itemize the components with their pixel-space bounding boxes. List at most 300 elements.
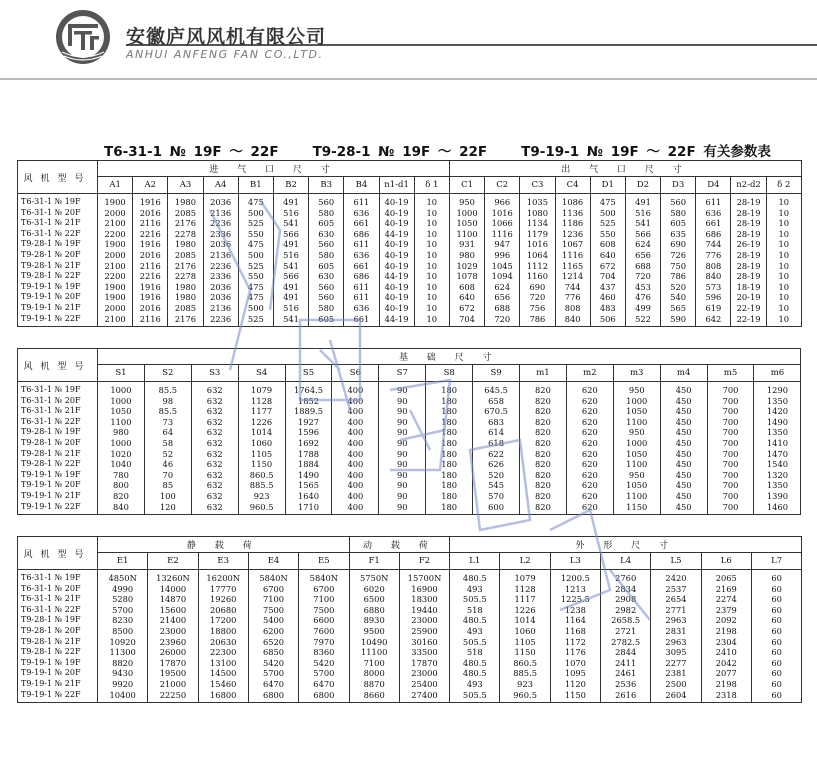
table-cell: 90 xyxy=(379,491,426,502)
fan-model-cell: T9-28-1 № 20F xyxy=(18,250,98,261)
table-cell: 505.5 xyxy=(450,594,500,605)
table-cell: 1029 xyxy=(449,261,484,272)
table-cell: 1100 xyxy=(613,459,660,470)
table-cell: 11300 xyxy=(98,647,148,658)
table-cell: 776 xyxy=(696,250,731,261)
table-cell: 624 xyxy=(485,282,520,293)
table-cell: 13260N xyxy=(148,570,198,584)
column-header: E1 xyxy=(98,553,148,570)
table-cell: 630 xyxy=(309,271,344,282)
column-header: S6 xyxy=(332,365,379,382)
table-cell: 493 xyxy=(450,584,500,595)
table-row xyxy=(18,491,801,502)
table-cell: 15600 xyxy=(148,605,198,616)
table-cell: 645.5 xyxy=(473,382,520,396)
table-cell: 1050 xyxy=(98,406,145,417)
table-cell: 9430 xyxy=(98,668,148,679)
table-cell: 1070 xyxy=(550,658,600,669)
table-cell: 40-19 xyxy=(379,303,414,314)
table-cell: 1040 xyxy=(98,459,145,470)
table-cell: 820 xyxy=(520,449,567,460)
dynamic-load-group-header: 动 载 荷 xyxy=(349,537,450,553)
table-cell: 400 xyxy=(332,459,379,470)
table-cell: 700 xyxy=(707,427,754,438)
table-cell: 10 xyxy=(766,271,801,282)
table-cell: 1000 xyxy=(98,438,145,449)
table-cell: 10 xyxy=(414,218,449,229)
table-cell: 476 xyxy=(625,292,660,303)
table-cell: 670.5 xyxy=(473,406,520,417)
table-cell: 17200 xyxy=(198,615,248,626)
table-cell: 90 xyxy=(379,502,426,515)
table-cell: 1000 xyxy=(98,382,145,396)
table-cell: 9500 xyxy=(349,626,399,637)
table-cell: 475 xyxy=(238,194,273,208)
column-header: S9 xyxy=(473,365,520,382)
table-cell: 2036 xyxy=(203,239,238,250)
table-row xyxy=(18,459,801,470)
table-cell: 30160 xyxy=(399,637,449,648)
table-cell: 947 xyxy=(485,239,520,250)
fan-model-cell: T9-28-1 № 22F xyxy=(18,459,98,470)
foundation-group-header: 基 础 尺 寸 xyxy=(98,349,801,365)
table-cell: 611 xyxy=(344,292,379,303)
table-cell: 860.5 xyxy=(500,658,550,669)
table-cell: 400 xyxy=(332,406,379,417)
table-cell: 2831 xyxy=(651,626,701,637)
table-cell: 820 xyxy=(520,406,567,417)
table-cell: 10 xyxy=(414,250,449,261)
table-cell: 100 xyxy=(144,491,191,502)
table-cell: 90 xyxy=(379,438,426,449)
table-cell: 1238 xyxy=(550,605,600,616)
table-cell: 10 xyxy=(766,261,801,272)
table-cell: 2771 xyxy=(651,605,701,616)
table-cell: 2420 xyxy=(651,570,701,584)
column-header: A2 xyxy=(133,177,168,194)
table-cell: 28-19 xyxy=(731,194,766,208)
table-cell: 11100 xyxy=(349,647,399,658)
table-cell: 450 xyxy=(660,502,707,515)
table-cell: 1079 xyxy=(238,382,285,396)
table-cell: 1390 xyxy=(754,491,801,502)
table-cell: 480.5 xyxy=(450,570,500,584)
table-cell: 60 xyxy=(751,668,801,679)
table-cell: 820 xyxy=(98,491,145,502)
table-cell: 632 xyxy=(191,382,238,396)
table-cell: 28-19 xyxy=(731,229,766,240)
fan-model-cell: T6-31-1 № 19F xyxy=(18,194,98,208)
table-cell: 1460 xyxy=(754,502,801,515)
table-cell: 60 xyxy=(751,637,801,648)
column-header: D3 xyxy=(661,177,696,194)
table-cell: 4850N xyxy=(98,570,148,584)
table-cell: 2278 xyxy=(168,229,203,240)
table-cell: 10 xyxy=(766,282,801,293)
table-cell: 6470 xyxy=(299,679,349,690)
fan-model-cell: T9-28-1 № 19F xyxy=(18,239,98,250)
table-cell: 10490 xyxy=(349,637,399,648)
fan-model-cell: T9-19-1 № 19F xyxy=(18,658,98,669)
table-cell: 1692 xyxy=(285,438,332,449)
column-header: E3 xyxy=(198,553,248,570)
table-cell: 636 xyxy=(344,208,379,219)
table-row xyxy=(18,647,802,658)
table-cell: 525 xyxy=(590,218,625,229)
table-cell: 2536 xyxy=(601,679,651,690)
table-cell: 632 xyxy=(191,459,238,470)
table-cell: 1179 xyxy=(520,229,555,240)
table-cell: 545 xyxy=(473,480,520,491)
table-cell: 1100 xyxy=(613,417,660,428)
column-header: L3 xyxy=(550,553,600,570)
table-cell: 2036 xyxy=(203,194,238,208)
column-header: S7 xyxy=(379,365,426,382)
table-cell: 7100 xyxy=(248,594,298,605)
table-cell: 23000 xyxy=(399,615,449,626)
table-cell: 520 xyxy=(661,282,696,293)
document-title xyxy=(104,140,804,160)
table-cell: 1066 xyxy=(485,218,520,229)
table-cell: 611 xyxy=(344,194,379,208)
table-cell: 475 xyxy=(238,292,273,303)
column-header: E5 xyxy=(299,553,349,570)
company-logo-icon xyxy=(54,8,112,66)
table-cell: 541 xyxy=(273,314,308,327)
table-cell: 658 xyxy=(473,396,520,407)
inlet-outlet-table xyxy=(17,160,802,327)
table-row xyxy=(18,626,802,637)
table-cell: 1100 xyxy=(613,491,660,502)
table-cell: 5420 xyxy=(299,658,349,669)
table-cell: 90 xyxy=(379,470,426,481)
table-cell: 505.5 xyxy=(450,637,500,648)
table-cell: 40-19 xyxy=(379,250,414,261)
table-cell: 566 xyxy=(273,229,308,240)
table-cell: 840 xyxy=(555,314,590,327)
fan-model-header: 风机型号 xyxy=(18,161,98,194)
table-cell: 2100 xyxy=(98,218,133,229)
table-cell: 2604 xyxy=(651,690,701,703)
table-cell: 566 xyxy=(625,229,660,240)
table-cell: 620 xyxy=(566,480,613,491)
table-cell: 1420 xyxy=(754,406,801,417)
table-cell: 2236 xyxy=(203,314,238,327)
table-cell: 700 xyxy=(707,382,754,396)
table-cell: 180 xyxy=(426,427,473,438)
table-cell: 40-19 xyxy=(379,239,414,250)
table-cell: 60 xyxy=(751,690,801,703)
fan-model-cell: T9-28-1 № 20F xyxy=(18,438,98,449)
table-cell: 950 xyxy=(613,427,660,438)
table-cell: 573 xyxy=(696,282,731,293)
table-cell: 642 xyxy=(696,314,731,327)
table-cell: 1852 xyxy=(285,396,332,407)
table-cell: 60 xyxy=(751,570,801,584)
table-cell: 60 xyxy=(751,615,801,626)
table-cell: 626 xyxy=(473,459,520,470)
table-cell: 2116 xyxy=(133,218,168,229)
table-row xyxy=(18,314,802,327)
table-cell: 1080 xyxy=(520,208,555,219)
table-cell: 2100 xyxy=(98,261,133,272)
table-row xyxy=(18,229,802,240)
table-cell: 90 xyxy=(379,396,426,407)
table-cell: 820 xyxy=(520,382,567,396)
table-cell: 1900 xyxy=(98,239,133,250)
table-cell: 1884 xyxy=(285,459,332,470)
table-cell: 10 xyxy=(766,239,801,250)
table-cell: 10 xyxy=(766,303,801,314)
table-cell: 500 xyxy=(238,250,273,261)
table-cell: 2016 xyxy=(133,303,168,314)
fan-model-cell: T9-19-1 № 22F xyxy=(18,502,98,515)
table-cell: 624 xyxy=(625,239,660,250)
table-cell: 786 xyxy=(661,271,696,282)
table-cell: 60 xyxy=(751,584,801,595)
table-cell: 60 xyxy=(751,679,801,690)
table-cell: 620 xyxy=(566,459,613,470)
table-cell: 85.5 xyxy=(144,382,191,396)
table-cell: 400 xyxy=(332,417,379,428)
table-cell: 180 xyxy=(426,502,473,515)
table-cell: 26-19 xyxy=(731,239,766,250)
table-cell: 619 xyxy=(696,303,731,314)
table-cell: 8870 xyxy=(349,679,399,690)
table-cell: 2036 xyxy=(203,292,238,303)
table-cell: 8360 xyxy=(299,647,349,658)
table-cell: 33500 xyxy=(399,647,449,658)
table-cell: 180 xyxy=(426,406,473,417)
table-cell: 10 xyxy=(414,261,449,272)
table-cell: 58 xyxy=(144,438,191,449)
table-cell: 15460 xyxy=(198,679,248,690)
table-cell: 570 xyxy=(473,491,520,502)
table-cell: 605 xyxy=(309,218,344,229)
table-cell: 541 xyxy=(625,218,660,229)
table-cell: 28-19 xyxy=(731,250,766,261)
table-cell: 541 xyxy=(273,261,308,272)
table-cell: 518 xyxy=(450,647,500,658)
table-cell: 28-19 xyxy=(731,271,766,282)
table-cell: 580 xyxy=(309,208,344,219)
table-cell: 450 xyxy=(660,470,707,481)
column-header: m1 xyxy=(520,365,567,382)
table-cell: 450 xyxy=(660,406,707,417)
table-cell: 580 xyxy=(309,250,344,261)
column-header: F2 xyxy=(399,553,449,570)
table-cell: 1410 xyxy=(754,438,801,449)
table-cell: 2216 xyxy=(133,271,168,282)
table-cell: 672 xyxy=(590,261,625,272)
table-cell: 6470 xyxy=(248,679,298,690)
table-cell: 1016 xyxy=(520,239,555,250)
table-cell: 840 xyxy=(98,502,145,515)
table-cell: 2136 xyxy=(203,250,238,261)
table-cell: 2336 xyxy=(203,271,238,282)
table-cell: 180 xyxy=(426,470,473,481)
fan-model-cell: T9-28-1 № 21F xyxy=(18,261,98,272)
column-header: E2 xyxy=(148,553,198,570)
table-cell: 400 xyxy=(332,438,379,449)
table-cell: 808 xyxy=(555,303,590,314)
table-cell: 10 xyxy=(766,250,801,261)
table-cell: 620 xyxy=(566,438,613,449)
table-cell: 700 xyxy=(707,470,754,481)
table-cell: 27400 xyxy=(399,690,449,703)
table-cell: 636 xyxy=(696,208,731,219)
table-cell: 1060 xyxy=(238,438,285,449)
table-cell: 16900 xyxy=(399,584,449,595)
table-cell: 5400 xyxy=(248,615,298,626)
table-cell: 516 xyxy=(273,250,308,261)
table-row xyxy=(18,208,802,219)
table-cell: 18800 xyxy=(198,626,248,637)
table-cell: 525 xyxy=(238,218,273,229)
table-cell: 688 xyxy=(485,303,520,314)
column-header: n2-d2 xyxy=(731,177,766,194)
table-cell: 683 xyxy=(473,417,520,428)
table-cell: 1014 xyxy=(500,615,550,626)
table-cell: 661 xyxy=(696,218,731,229)
table-cell: 1710 xyxy=(285,502,332,515)
table-cell: 600 xyxy=(473,502,520,515)
table-cell: 2834 xyxy=(601,584,651,595)
column-header: m2 xyxy=(566,365,613,382)
table-cell: 620 xyxy=(566,406,613,417)
column-header: C1 xyxy=(449,177,484,194)
table-cell: 1172 xyxy=(550,637,600,648)
column-header: D2 xyxy=(625,177,660,194)
column-header: δ 1 xyxy=(414,177,449,194)
table-cell: 14870 xyxy=(148,594,198,605)
table-cell: 1050 xyxy=(613,449,660,460)
table-cell: 499 xyxy=(625,303,660,314)
table-cell: 2176 xyxy=(168,314,203,327)
table-cell: 820 xyxy=(520,396,567,407)
table-cell: 491 xyxy=(273,282,308,293)
table-cell: 19440 xyxy=(399,605,449,616)
table-cell: 2461 xyxy=(601,668,651,679)
table-cell: 820 xyxy=(520,491,567,502)
title-part-3: T9-19-1 № 19F ～ 22F 有关参数表 xyxy=(521,144,771,160)
table-cell: 2721 xyxy=(601,626,651,637)
table-cell: 483 xyxy=(590,303,625,314)
table-row xyxy=(18,615,802,626)
table-cell: 1350 xyxy=(754,396,801,407)
header-divider xyxy=(0,78,817,80)
table-cell: 550 xyxy=(590,229,625,240)
table-row xyxy=(18,292,802,303)
table-row xyxy=(18,594,802,605)
table-cell: 1150 xyxy=(550,690,600,703)
table-cell: 180 xyxy=(426,480,473,491)
table-cell: 17870 xyxy=(399,658,449,669)
table-cell: 20680 xyxy=(198,605,248,616)
table-cell: 550 xyxy=(238,229,273,240)
table-cell: 2198 xyxy=(701,679,751,690)
table-cell: 632 xyxy=(191,438,238,449)
table-cell: 10 xyxy=(766,292,801,303)
table-cell: 611 xyxy=(696,194,731,208)
table-cell: 776 xyxy=(555,292,590,303)
table-cell: 596 xyxy=(696,292,731,303)
table-cell: 1900 xyxy=(98,282,133,293)
table-cell: 450 xyxy=(660,396,707,407)
table-cell: 40-19 xyxy=(379,218,414,229)
column-header: n1-d1 xyxy=(379,177,414,194)
table-cell: 632 xyxy=(191,406,238,417)
table-cell: 980 xyxy=(98,427,145,438)
table-cell: 2036 xyxy=(203,282,238,293)
table-row xyxy=(18,679,802,690)
table-cell: 1290 xyxy=(754,382,801,396)
table-cell: 450 xyxy=(660,438,707,449)
table-cell: 26000 xyxy=(148,647,198,658)
fan-model-cell: T6-31-1 № 22F xyxy=(18,417,98,428)
table-cell: 2092 xyxy=(701,615,751,626)
table-cell: 3095 xyxy=(651,647,701,658)
table-cell: 1134 xyxy=(520,218,555,229)
table-cell: 7100 xyxy=(349,658,399,669)
table-cell: 2274 xyxy=(701,594,751,605)
table-cell: 400 xyxy=(332,480,379,491)
table-cell: 400 xyxy=(332,491,379,502)
table-cell: 2000 xyxy=(98,208,133,219)
fan-model-cell: T9-28-1 № 21F xyxy=(18,637,98,648)
fan-model-cell: T9-28-1 № 19F xyxy=(18,427,98,438)
table-cell: 2236 xyxy=(203,261,238,272)
table-cell: 7600 xyxy=(299,626,349,637)
fan-model-cell: T9-19-1 № 21F xyxy=(18,491,98,502)
table-cell: 700 xyxy=(707,396,754,407)
table-cell: 8500 xyxy=(98,626,148,637)
table-cell: 8930 xyxy=(349,615,399,626)
fan-model-cell: T6-31-1 № 19F xyxy=(18,382,98,396)
table-row xyxy=(18,438,801,449)
table-cell: 85.5 xyxy=(144,406,191,417)
table-cell: 60 xyxy=(751,594,801,605)
table-cell: 2236 xyxy=(203,218,238,229)
table-cell: 1128 xyxy=(500,584,550,595)
table-cell: 21000 xyxy=(148,679,198,690)
table-cell: 560 xyxy=(661,194,696,208)
table-cell: 5420 xyxy=(248,658,298,669)
table-cell: 1078 xyxy=(449,271,484,282)
table-cell: 1226 xyxy=(500,605,550,616)
table-cell: 686 xyxy=(344,271,379,282)
table-cell: 480.5 xyxy=(450,668,500,679)
table-cell: 923 xyxy=(500,679,550,690)
table-cell: 820 xyxy=(520,417,567,428)
table-cell: 90 xyxy=(379,417,426,428)
table-cell: 1000 xyxy=(449,208,484,219)
table-cell: 966 xyxy=(485,194,520,208)
table-cell: 1116 xyxy=(555,250,590,261)
table-cell: 7970 xyxy=(299,637,349,648)
fan-model-cell: T9-19-1 № 22F xyxy=(18,690,98,703)
table-cell: 700 xyxy=(707,480,754,491)
table-cell: 2200 xyxy=(98,229,133,240)
table-cell: 1079 xyxy=(500,570,550,584)
table-cell: 493 xyxy=(450,679,500,690)
table-cell: 672 xyxy=(449,303,484,314)
table-cell: 636 xyxy=(344,303,379,314)
table-row xyxy=(18,690,802,703)
table-cell: 23000 xyxy=(399,668,449,679)
column-header: C2 xyxy=(485,177,520,194)
table-cell: 2616 xyxy=(601,690,651,703)
